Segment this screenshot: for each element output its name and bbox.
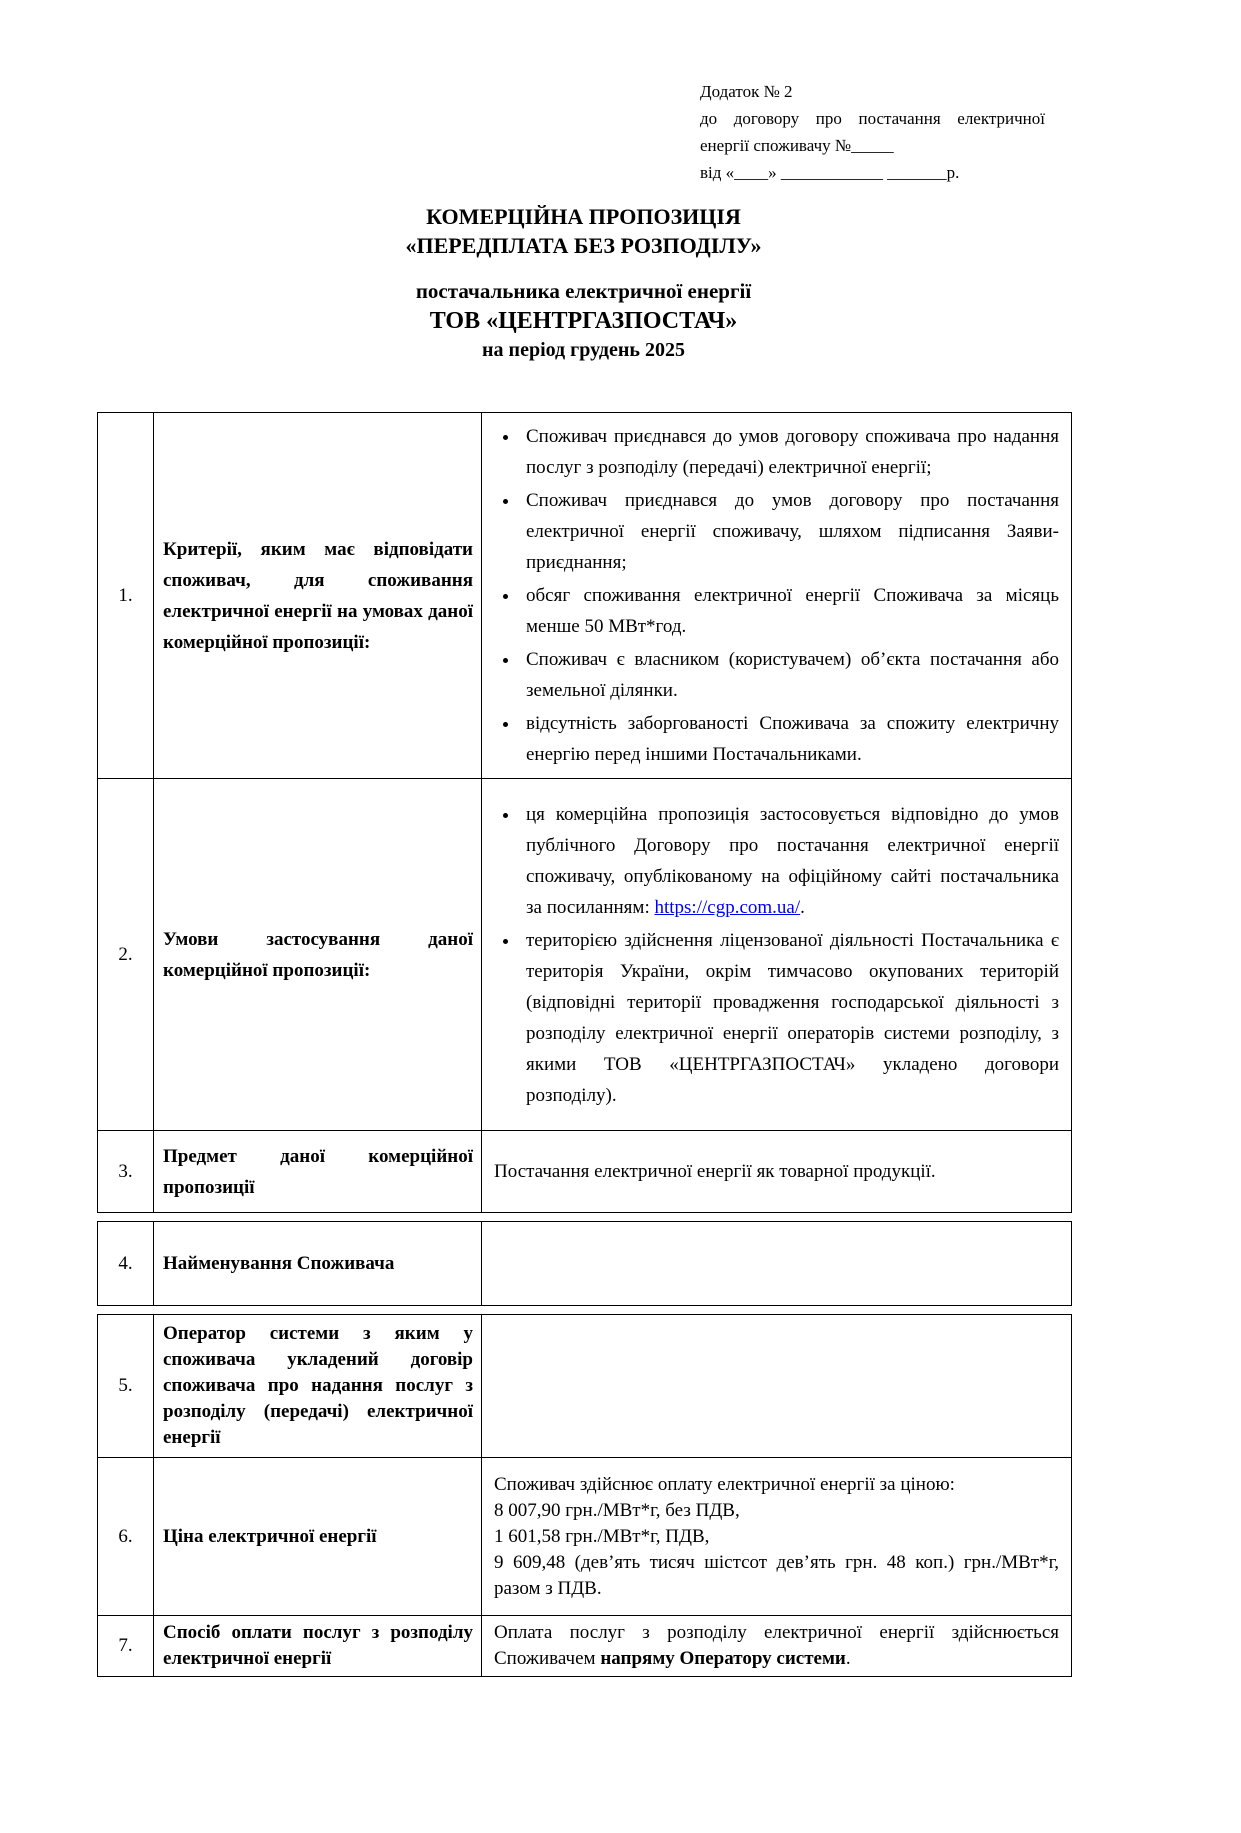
appendix-line: від «____» ____________ _______р. [700, 163, 960, 182]
criteria-list [494, 421, 1059, 770]
table-section-gap [97, 1306, 1071, 1314]
document-title-block [97, 202, 1070, 364]
row-content [482, 779, 1072, 1131]
payment-text-bold: напряму Оператору системи [600, 1648, 846, 1669]
table-section-c [97, 1314, 1072, 1677]
row-label: Спосіб оплати послуг з розподілу електричної енергії [154, 1616, 482, 1677]
row-label: Найменування Споживача [154, 1222, 482, 1306]
row-content [482, 1616, 1072, 1677]
page-subtitle: «ПЕРЕДПЛАТА БЕЗ РОЗПОДІЛУ» [405, 233, 762, 258]
terms-text-suffix: . [800, 896, 805, 918]
payment-text: Оплата послуг з розподілу електричної енергії здійснюється Споживачем [494, 1622, 1059, 1669]
row-label: Критерії, яким має відповідати споживач, для споживання електричної енергії на умовах даної комерційної пропозиції: [154, 413, 482, 779]
page-title: КОМЕРЦІЙНА ПРОПОЗИЦІЯ [426, 204, 741, 229]
list-item: • Споживач приєднався до умов договору споживача про надання послуг з розподілу (передачі) електричної енергії; [520, 421, 1059, 483]
row-label: Умови застосування даної комерційної пропозиції: [154, 779, 482, 1131]
appendix-reference [700, 78, 1045, 186]
list-item: • обсяг споживання електричної енергії Споживача за місяць менше 50 МВт*год. [520, 580, 1059, 642]
appendix-line: до договору про постачання електричної [700, 109, 1045, 128]
row-content [482, 413, 1072, 779]
terms-list [494, 799, 1059, 1111]
price-intro: Споживач здійснює оплату електричної енергії за ціною: [494, 1473, 955, 1495]
table-row [98, 1458, 1072, 1616]
list-item: • територією здійснення ліцензованої діяльності Постачальника є територія України, окрім тимчасово окупованих територій (відповідні території провадження господарської діяльності з розподілу електричної енергії операторів системи розподілу, з якими ТОВ «ЦЕНТРГАЗПОСТАЧ» укладено договори розподілу). [520, 925, 1059, 1111]
table-section-a [97, 412, 1072, 1213]
document-page [0, 78, 1241, 1833]
supplier-caption: постачальника електричної енергії [415, 279, 752, 303]
row-content-empty [482, 1222, 1072, 1306]
appendix-line: Додаток № 2 [700, 82, 793, 101]
supplier-website-link[interactable]: https://cgp.com.ua/ [654, 896, 801, 918]
table-row [98, 413, 1072, 779]
list-item: • Споживач є власником (користувачем) об’єкта постачання або земельної ділянки. [520, 644, 1059, 706]
terms-text: ця комерційна пропозиція застосовується відповідно до умов публічного Договору про постачання електричної енергії споживачу, опублікованому на офіційному сайті постачальника за посиланням: [526, 803, 1059, 918]
row-label: Ціна електричної енергії [154, 1458, 482, 1616]
period-caption: на період грудень 2025 [482, 339, 685, 361]
price-line: 1 601,58 грн./МВт*г, ПДВ, [494, 1525, 710, 1547]
row-label: Предмет даної комерційної пропозиції [154, 1131, 482, 1213]
row-number: 4. [98, 1222, 154, 1306]
row-label: Оператор системи з яким у споживача укладений договір споживача про надання послуг з розподілу (передачі) електричної енергії [154, 1315, 482, 1458]
company-name: ТОВ «ЦЕНТРГАЗПОСТАЧ» [429, 308, 738, 334]
table-section-gap [97, 1213, 1071, 1221]
price-line: 9 609,48 (дев’ять тисяч шістсот дев’ять грн. 48 коп.) грн./МВт*г, разом з ПДВ. [494, 1551, 1059, 1599]
row-content: Постачання електричної енергії як товарної продукції. [482, 1131, 1072, 1213]
list-item: • відсутність заборгованості Споживача за спожиту електричну енергію перед іншими Постачальниками. [520, 708, 1059, 770]
list-item: • Споживач приєднався до умов договору про постачання електричної енергії споживачу, шляхом підписання Заяви-приєднання; [520, 485, 1059, 578]
row-number: 2. [98, 779, 154, 1131]
table-section-b [97, 1221, 1072, 1306]
row-number: 7. [98, 1616, 154, 1677]
table-row [98, 1315, 1072, 1458]
list-item [520, 799, 1059, 923]
price-line: 8 007,90 грн./МВт*г, без ПДВ, [494, 1499, 740, 1521]
table-row [98, 1131, 1072, 1213]
table-row [98, 1616, 1072, 1677]
table-row [98, 779, 1072, 1131]
row-number: 6. [98, 1458, 154, 1616]
row-number: 1. [98, 413, 154, 779]
appendix-line: енергії споживачу №_____ [700, 136, 894, 155]
row-number: 3. [98, 1131, 154, 1213]
row-number: 5. [98, 1315, 154, 1458]
table-row [98, 1222, 1072, 1306]
row-content [482, 1458, 1072, 1616]
row-content-empty [482, 1315, 1072, 1458]
payment-text-suffix: . [845, 1648, 851, 1669]
proposal-table [97, 412, 1071, 1677]
